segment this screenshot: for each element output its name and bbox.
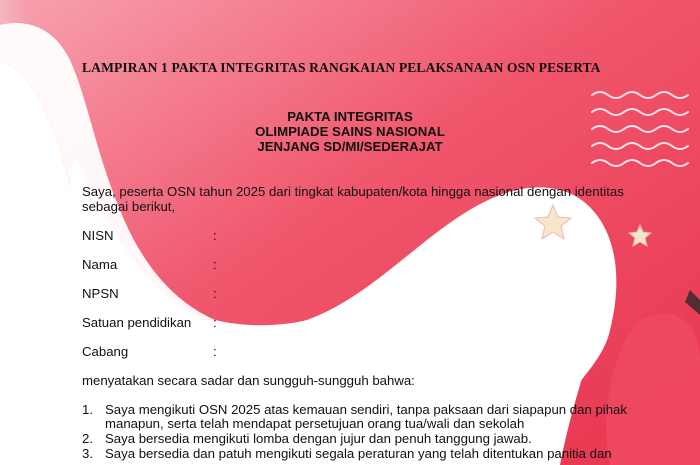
intro-text-line-1: Saya, peserta OSN tahun 2025 dari tingkat kabupaten/kota hingga nasional dengan identitas — [82, 184, 624, 199]
list-item-text-continued: manapun, serta telah mendapat persetujuan orang tua/wali dan sekolah — [105, 416, 525, 431]
document-heading: LAMPIRAN 1 PAKTA INTEGRITAS RANGKAIAN PELAKSANAAN OSN PESERTA — [82, 60, 601, 75]
field-label-nisn: NISN — [82, 228, 114, 243]
list-item-text: Saya bersedia mengikuti lomba dengan jujur dan penuh tanggung jawab. — [105, 431, 532, 446]
field-label-nama: Nama — [82, 257, 118, 272]
field-colon: : — [213, 257, 217, 272]
field-colon: : — [213, 228, 217, 243]
title-line-3: JENJANG SD/MI/SEDERAJAT — [257, 139, 443, 154]
list-item-number: 3. — [82, 446, 93, 461]
field-label-cabang: Cabang — [82, 344, 129, 359]
field-label-satuan-pendidikan: Satuan pendidikan — [82, 315, 192, 330]
list-item-text: Saya mengikuti OSN 2025 atas kemauan sendiri, tanpa paksaan dari siapapun dan pihak — [105, 402, 627, 417]
intro-text-line-2: sebagai berikut, — [82, 199, 176, 214]
title-line-1: PAKTA INTEGRITAS — [287, 109, 413, 124]
field-colon: : — [213, 344, 217, 359]
field-label-npsn: NPSN — [82, 286, 119, 301]
list-item-number: 2. — [82, 431, 93, 446]
statement-text: menyatakan secara sadar dan sungguh-sungguh bahwa: — [82, 373, 415, 388]
title-line-2: OLIMPIADE SAINS NASIONAL — [255, 124, 445, 139]
list-item-number: 1. — [82, 402, 93, 417]
field-colon: : — [213, 315, 217, 330]
list-item-text: Saya bersedia dan patuh mengikuti segala peraturan yang telah ditentukan panitia dan — [105, 446, 612, 461]
field-colon: : — [213, 286, 217, 301]
